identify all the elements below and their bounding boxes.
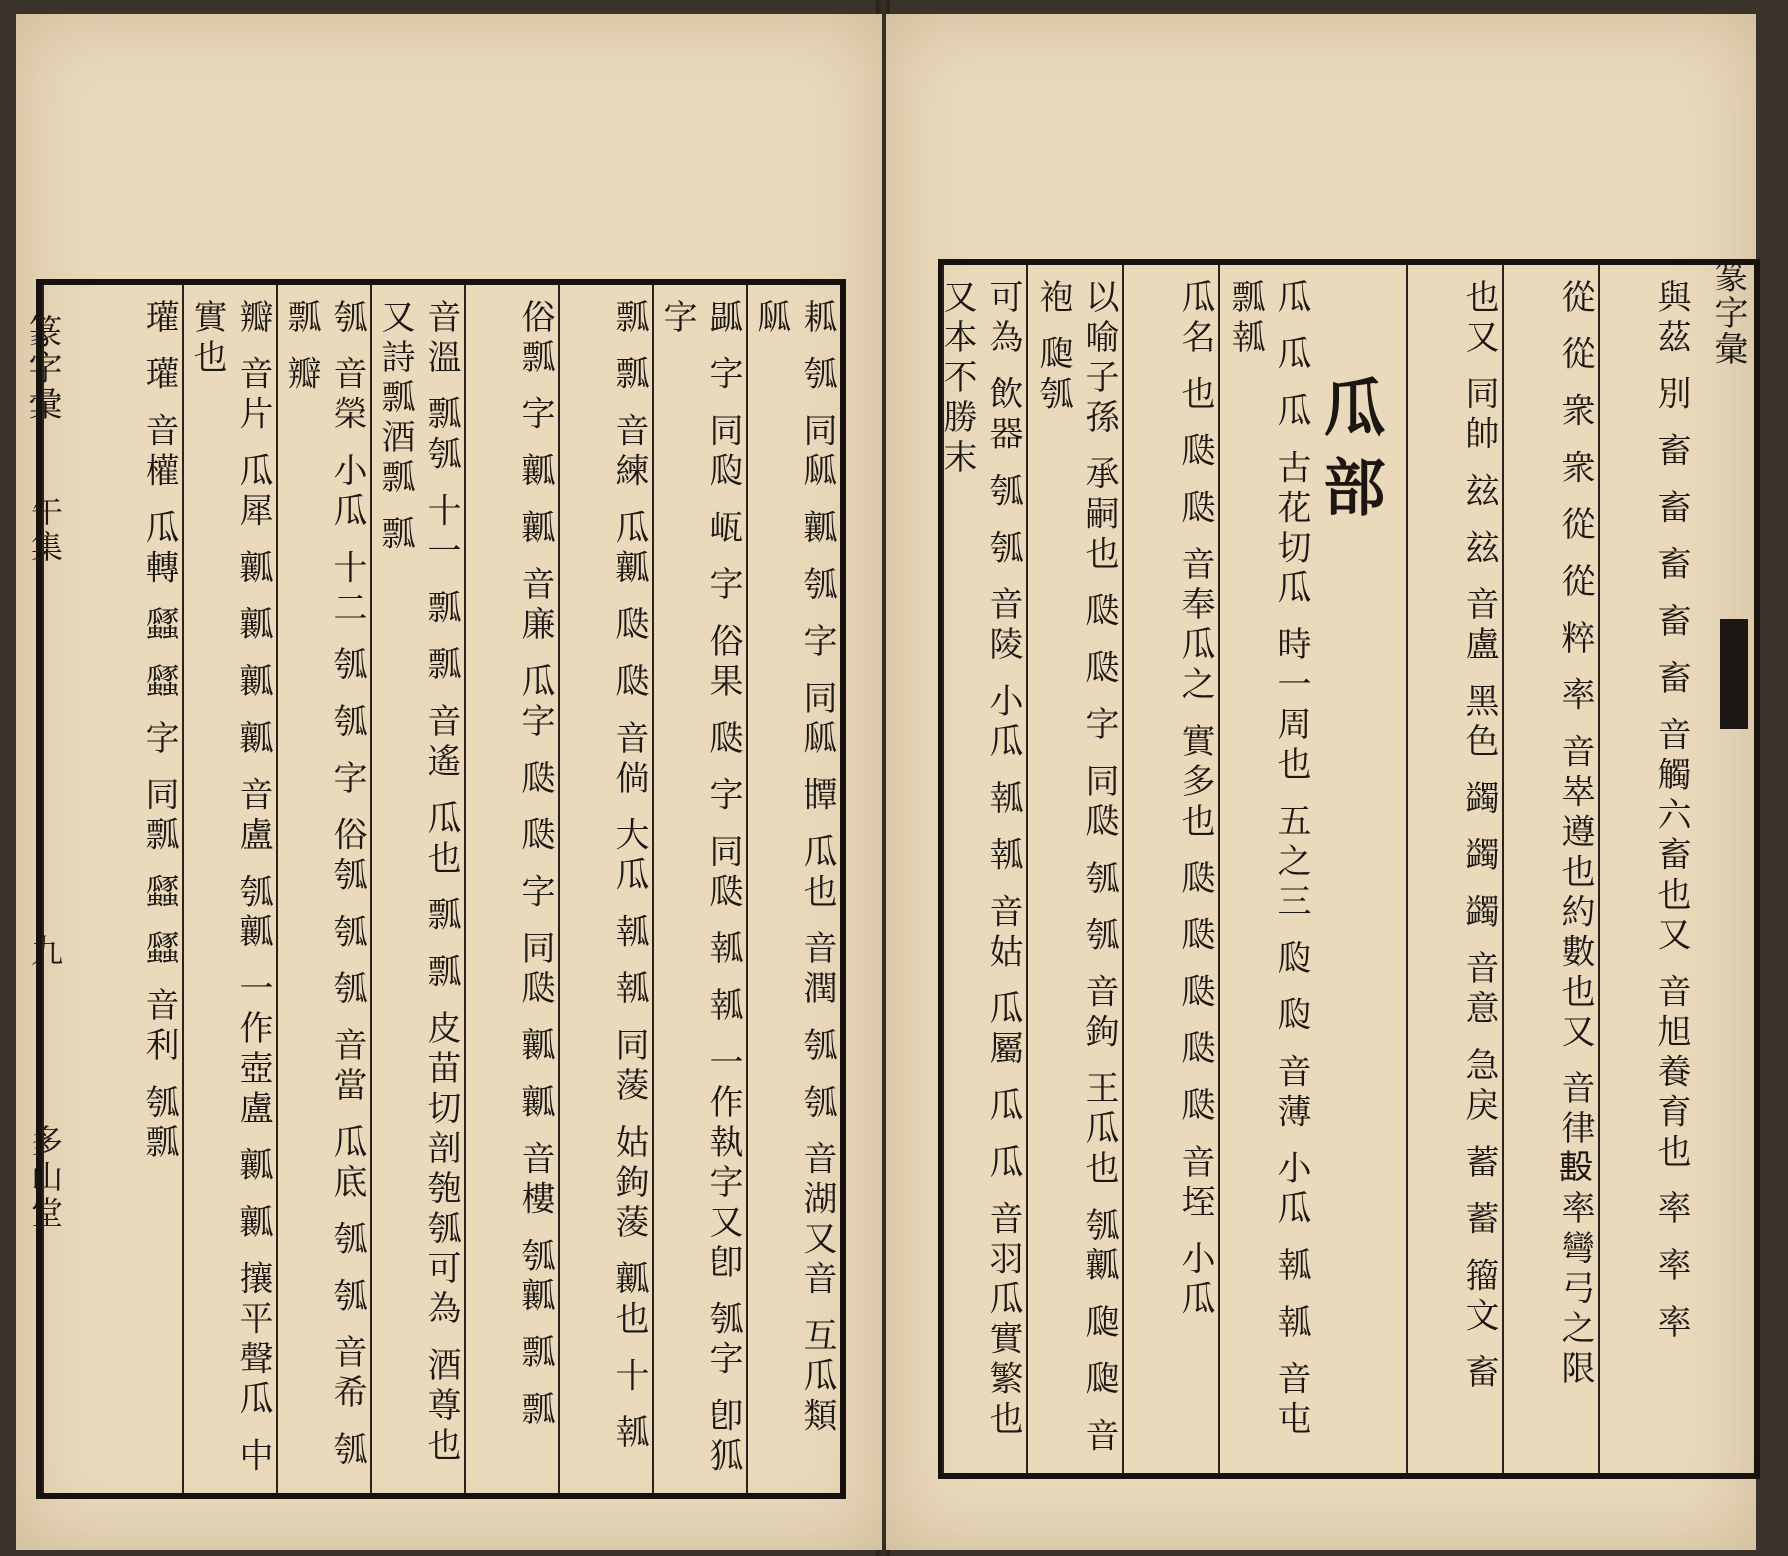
left-side-title: 篆字彙 <box>22 314 62 422</box>
left-volume-label: 午集 <box>26 494 64 566</box>
left-column-3: 瓢 瓢 音練 瓜瓤 瓞 瓞 音倘 大瓜 瓡 瓡 同蔆 姑鉤蔆 瓤也 十 瓡 <box>558 285 652 1493</box>
left-column-4: 俗瓢 字 瓤 瓤 音廉 瓜字 瓞 瓞 字 同瓞 瓤 瓤 音樓 瓠瓤 瓢 瓢 <box>464 285 558 1493</box>
left-column-7: 瓣 音片 瓜犀 瓤 瓤 瓤 瓤 音盧 瓠瓤 一作壺盧 瓤 瓤 攘平聲瓜 中實也 <box>182 285 276 1493</box>
left-column-5: 音溫 瓢瓠 十一 瓢 瓢 音遙 瓜也 瓢 瓢 皮苗切剖匏瓠可為 酒尊也又詩瓢酒瓢 瓢 <box>370 285 464 1493</box>
left-page-number: 九 <box>26 934 64 970</box>
right-text-frame <box>938 259 1760 1479</box>
left-column-2: 㼔 字 同瓝 㼘 字 俗果 瓞 字 同瓞 瓡 瓡 一作執字又卽 瓠字 卽狐字 <box>652 285 746 1493</box>
right-column-3: 也又 同帥 玆 玆 音盧 黑色 蠲 蠲 蠲 音意 急戾 蓄 蓄 籀文 畜 <box>1406 265 1502 1473</box>
left-column-1: 㼍 瓠 同㼌 瓤 瓠 字 同㼌 㽑 瓜也 音潤 瓠 瓠 音湖又音 互瓜類 㼌 <box>746 285 840 1493</box>
right-column-1: 與茲 別 畜 畜 畜 畜 畜 音觸六畜也又 音旭養育也 率 率 率 <box>1598 265 1694 1473</box>
left-page <box>16 14 882 1550</box>
right-column-5: 瓜名 也 瓞 瓞 音奉瓜之 實多也 瓞 瓞 瓞 瓞 瓞 音垤 小瓜 <box>1122 265 1218 1473</box>
right-side-title: 篆字彙 <box>1708 259 1748 367</box>
left-column-6: 瓠 音榮 小瓜 十二 瓠 瓠 字 俗瓠 瓠 瓠 音當 瓜底 瓠 瓠 音希 瓠瓢 瓣 <box>276 285 370 1493</box>
radical-section-title: 瓜部 <box>1313 375 1386 535</box>
right-column-6: 以喻子孫 承嗣也 瓞 瓞 字 同瓞 瓠 瓠 音鉤 王瓜也 瓠瓤 瓟 瓟 音袍 瓟瓠 <box>1026 265 1122 1473</box>
right-column-4: 瓜 瓜 瓜 古花切瓜 時一周也 五之三 瓝 瓝 音薄 小瓜 瓡 瓡 音屯 瓢瓡 <box>1218 265 1314 1473</box>
right-page <box>886 14 1756 1550</box>
left-publisher: 多山堂 <box>26 1124 64 1232</box>
right-column-7: 可為 飲器 瓠 瓠 音陵 小瓜 瓡 瓡 音姑 瓜屬 瓜 瓜 音羽瓜實繁也 又本不勝末 <box>942 265 1026 1473</box>
left-text-frame <box>36 279 846 1499</box>
left-column-8: 瓘 瓘 音權 瓜轉 瓥 瓥 字 同瓢 瓥 瓥 音利 瓠瓢 <box>42 285 182 1493</box>
right-column-2: 從 從 衆 衆 從 從 粹 率 音崒遵也約數也又 音律𣪠率彎弓之限 <box>1502 265 1598 1473</box>
